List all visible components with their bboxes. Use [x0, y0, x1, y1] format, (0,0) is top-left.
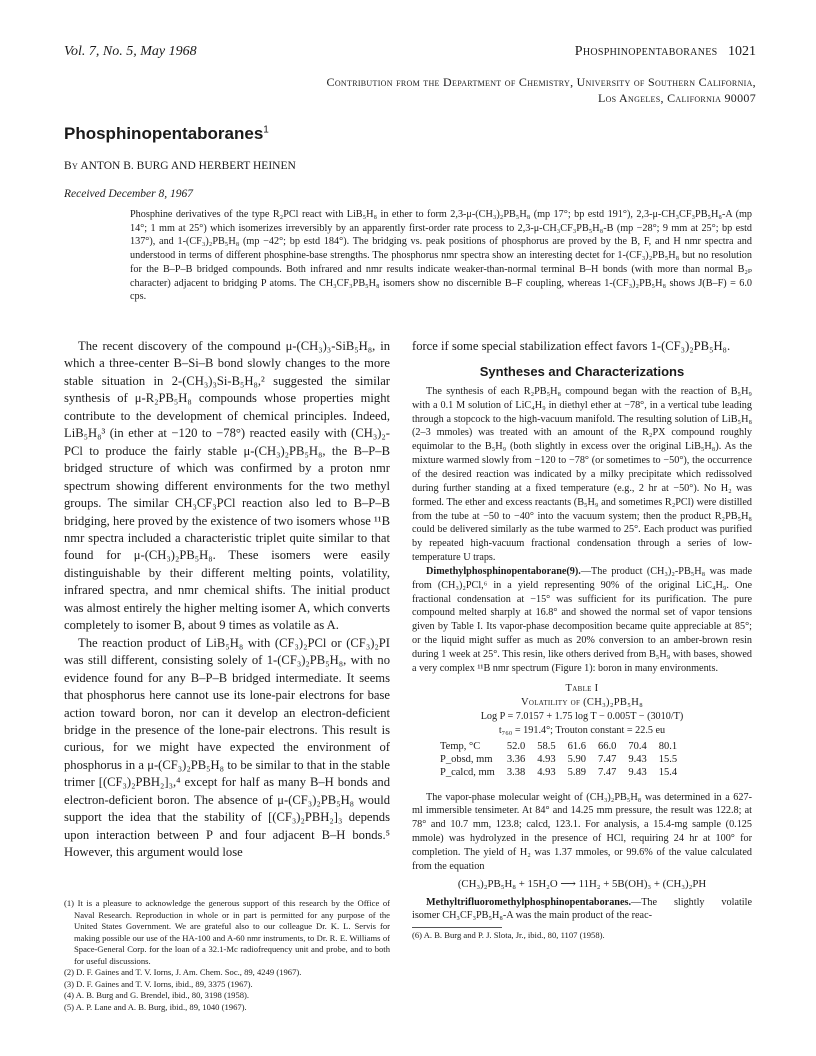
- footnote-4: (4) A. B. Burg and G. Brendel, ibid., 80, 3198 (1958).: [64, 990, 250, 1000]
- dimethyl-paragraph: [412, 565, 752, 676]
- section-heading: Syntheses and Characterizations: [479, 364, 685, 380]
- table-cell: 52.0: [506, 740, 526, 752]
- footnote-6: (6) A. B. Burg and P. J. Slota, Jr., ibid., 80, 1107 (1958).: [412, 930, 605, 941]
- affiliation-line-1: Contribution from the Department of Chemistry, University of Southern California,: [326, 75, 756, 89]
- table-cell: 7.47: [597, 766, 617, 778]
- right-column: [412, 338, 752, 941]
- table-cell: 3.38: [506, 766, 526, 778]
- running-header: [575, 44, 756, 60]
- footnote-2: (2) D. F. Gaines and T. V. Iorns, J. Am. Chem. Soc., 89, 4249 (1967).: [64, 967, 302, 977]
- received-date: Received December 8, 1967: [64, 188, 193, 200]
- table-cell: 80.1: [658, 740, 678, 752]
- page-number: 1021: [728, 44, 756, 59]
- article-title: [64, 124, 269, 144]
- table-cell: 58.5: [537, 740, 556, 752]
- methyl-heading: Methyltrifluoromethylphosphinopentaboranes.: [426, 896, 631, 908]
- table-cell: 61.6: [567, 740, 586, 752]
- affiliation: [156, 74, 756, 106]
- table-row: [440, 766, 683, 779]
- hydrolysis-equation: (CH₃)₂PB₅H₈ + 15H₂O ⟶ 11H₂ + 5B(OH)₃ + (CH₃)₂PH: [457, 877, 707, 890]
- molecular-weight-paragraph: The vapor-phase molecular weight of (CH₃)₂PB₅H₈ was determined in a 627-ml immersible tensimeter. At 84° and 14.25 mm pressure, the result was 122.8; at 78° and 10.7 mm, 123.8; calcd, 123.1. For analysis, a 15.4-mg sample (0.125 mmole) was hydrolyzed in the presence of HCl, requiring 24 hr at 100° for completion. The yield of H₂ was 1.37 mmoles, or 99.6% of the value calculated from the equation: [412, 791, 752, 872]
- title-footnote-mark: 1: [263, 124, 269, 136]
- table-row: [440, 753, 683, 766]
- intro-paragraph-2: The reaction product of LiB₅H₈ with (CF₃)₂PCl or (CF₃)₂PI was still different, consisting solely of 1-(CF₃)₂PB₅H₈, with no evidence found for any B–P–B bridged intermediate. It seems that phosphorus here cannot use its lone-pair electrons for base action toward boron, nor can it develop an electron-deficient bridge in the presence of the lone-pair electrons. This result is curious, for we might have expected the environment of phosphorus in a μ-(CF₃)₂PB₅H₈ to be similar to that in the stable trimer [(CF₃)₂PBH₂]₃,⁴ except for half as many B–H bonds and electron-deficient boron. The absence of μ-(CF₃)₂PB₅H₈ would support the idea that the stability of [(CF₃)₂PBH₂]₃ depends upon interaction between P and four adjacent B–H bonds.⁵ However, this argument would lose: [64, 635, 390, 860]
- authors: ANTON B. BURG AND HERBERT HEINEN: [80, 160, 296, 172]
- table-cell: 9.43: [628, 753, 647, 765]
- table-equation: Log P = 7.0157 + 1.75 log T − 0.005T − (3010/T): [480, 710, 684, 722]
- table-cell: 66.0: [597, 740, 617, 752]
- methyl-text: —The slightly volatile isomer CH₃CF₃PB₅H₈-A was the main product of the reac-: [412, 896, 752, 922]
- methyl-paragraph: [412, 896, 752, 924]
- synthesis-paragraph: The synthesis of each R₂PB₅H₈ compound began with the reaction of B₅H₉ with a 0.1 M solution of LiC₄H₉ in diethyl ether at −78°, in a vertical tube leading through a stopcock to the high-vacuum manifold. The resulting solution of LiB₅H₈ (2–3 mmoles) was treated with an amount of the R₂PX compound roughly equimolar to the B₅H₉ (both slightly in excess over the original LiB₅H₈). As the mixture warmed slowly from −120 to −78° (or sometimes to −50°), the occurrence of the desired reaction was indicated by a milky precipitate which redissolved during further standing at a fixed temperature (e.g., 2 hr at −50°). No H₂ was formed. The ether and excess reactants (B₅H₉ and sometimes R₂PCl) were distilled from the tube at −50 to −40° into the vacuum system; then the product R₂PB₅H₈ could be delivered similarly as the tube warmed to 25°. Each product was purified by repeated high-vacuum fractional condensation through a series of low-temperature U traps.: [412, 385, 752, 564]
- footnote-1: (1) It is a pleasure to acknowledge the generous support of this research by the Office of Naval Research. Reproduction in whole or in part is permitted for any purpose of the United States Government. We are grateful also to our colleague Dr. K. L. Servis for making possible our use of the HA-100 and A-60 nmr instruments, to Dr. R. E. Williams of Space-General Corp. for the loan of a 32.1-Mc radiofrequency unit and probe, and to both for useful discussions.: [64, 898, 390, 966]
- table-cell: 9.43: [628, 766, 647, 778]
- table-cell: 4.93: [537, 766, 556, 778]
- table-cell: 5.89: [567, 766, 586, 778]
- row-label: Temp, °C: [440, 740, 481, 752]
- title-text: Phosphinopentaboranes: [64, 124, 264, 143]
- dimethyl-heading: Dimethylphosphinopentaborane(9).: [426, 565, 581, 577]
- left-column: [64, 338, 390, 862]
- abstract: Phosphine derivatives of the type R₂PCl react with LiB₅H₈ in ether to form 2,3-μ-(CH₃)₂PB₅H₈ (mp 17°; bp estd 191°), 2,3-μ-CH₃CF₃PB₅H₈-A (mp 14°; 1 mm at 25°) which isomerizes irreversibly by an apparently first-order rate process to 2,3-μ-CH₃CF₃PB₅H₈-B (mp −28°; 9 mm at 25°; bp estd 137°), and 1-(CF₃)₂PB₅H₈ (mp −42°; bp estd 184°). The bridging vs. peak positions of phosphorus are proved by the B, F, and H nmr spectra and understood in terms of different phosphine-base strengths. The phosphorus nmr spectra show an interesting dectet for 1-(CF₃)₂PB₅H₈ but no resolution for the B–P–B bridged compounds. Both infrared and nmr results indicate weaker-than-normal terminal B–H bonds (with more than normal B₂ₚ character) adjacent to bridging P atoms. The CH₃CF₃PB₅H₈ isomers show no discernible B–F coupling, whereas 1-(CF₃)₂PB₅H₈ shows J(B–F) = 6.0 cps.: [130, 209, 752, 303]
- table-caption: Volatility of (CH₃)₂PB₅H₈: [520, 696, 644, 708]
- dimethyl-text: —The product (CH₃)₂-PB₅H₈ was made from (CH₃)₂PCl,⁶ in a yield representing 90% of the original LiC₄H₉. One fractional condensation at −15° was sufficient for its purification. The pure compound melted sharply at 16.8° and showed the normal set of vapor tensions given by Table I. Its vapor-phase decomposition became quite appreciable at 85°; or the liquid might suffer as much as 20% conversion to an amber-brown resin during 1 week at 25°. This resin, like others derived from B₅H₉ with bases, showed a very complex ¹¹B nmr spectrum (Figure 1): boron in many environments.: [412, 565, 752, 674]
- table-1: [412, 682, 752, 779]
- table-cell: 15.5: [658, 753, 678, 765]
- row-label: P_obsd, mm: [440, 753, 493, 765]
- table-cell: 5.90: [567, 753, 586, 765]
- footnote-5: (5) A. P. Lane and A. B. Burg, ibid., 89, 1040 (1967).: [64, 1001, 247, 1012]
- table-cell: 15.4: [658, 766, 678, 778]
- affiliation-line-2: Los Angeles, California 90007: [597, 91, 756, 105]
- table-cell: 4.93: [537, 753, 556, 765]
- table-cell: 7.47: [597, 753, 617, 765]
- footnotes: [64, 898, 390, 1013]
- footnote-rule: [412, 927, 502, 928]
- table-constants: t₇₆₀ = 191.4°; Trouton constant = 22.5 eu: [498, 724, 666, 736]
- row-label: P_calcd, mm: [440, 766, 495, 778]
- continued-paragraph: force if some special stabilization effect favors 1-(CF₃)₂PB₅H₈.: [412, 339, 731, 353]
- journal-issue: Vol. 7, No. 5, May 1968: [64, 44, 197, 59]
- byline: [64, 160, 296, 172]
- running-title: Phosphinopentaboranes: [574, 44, 718, 59]
- intro-paragraph-1: The recent discovery of the compound μ-(CH₃)₃-SiB₅H₈, in which a three-center B–Si–B bond slowly changes to the more stable situation in 2-(CH₃)₃Si-B₅H₈,² suggested the similar synthesis of μ-R₂PB₅H₈ compounds whose properties might contribute to the development of chemical principles. Indeed, LiB₅H₈³ (in ether at −120 to −78°) reacted easily with (CH₃)₂-PCl to produce the fairly stable μ-(CH₃)₂PB₅H₈, the B–P–B bridged structure of which was confirmed by a proton nmr spectrum showing different environments for the two methyl groups. The similar CH₃CF₃PCl reaction also led to B–P–B bridging, here proved by the existence of two isomers whose ¹¹B nmr spectra included a characteristic triplet quite similar to that found for μ-(CH₃)₂PB₅H₈. These isomers were easily distinguishable by their different melting points, volatility, infrared spectra, and nmr chemical shifts. The initial product was almost entirely the higher melting isomer A, which converts completely to isomer B, about 9 times as volatile as A.: [64, 339, 390, 633]
- byline-prefix: By: [64, 160, 79, 172]
- footnote-3: (3) D. F. Gaines and T. V. Iorns, ibid., 89, 3375 (1967).: [64, 978, 253, 989]
- table-label: Table I: [565, 682, 599, 694]
- volatility-table: [440, 740, 683, 779]
- table-cell: 70.4: [628, 740, 647, 752]
- table-cell: 3.36: [506, 753, 526, 765]
- table-row: [440, 740, 683, 753]
